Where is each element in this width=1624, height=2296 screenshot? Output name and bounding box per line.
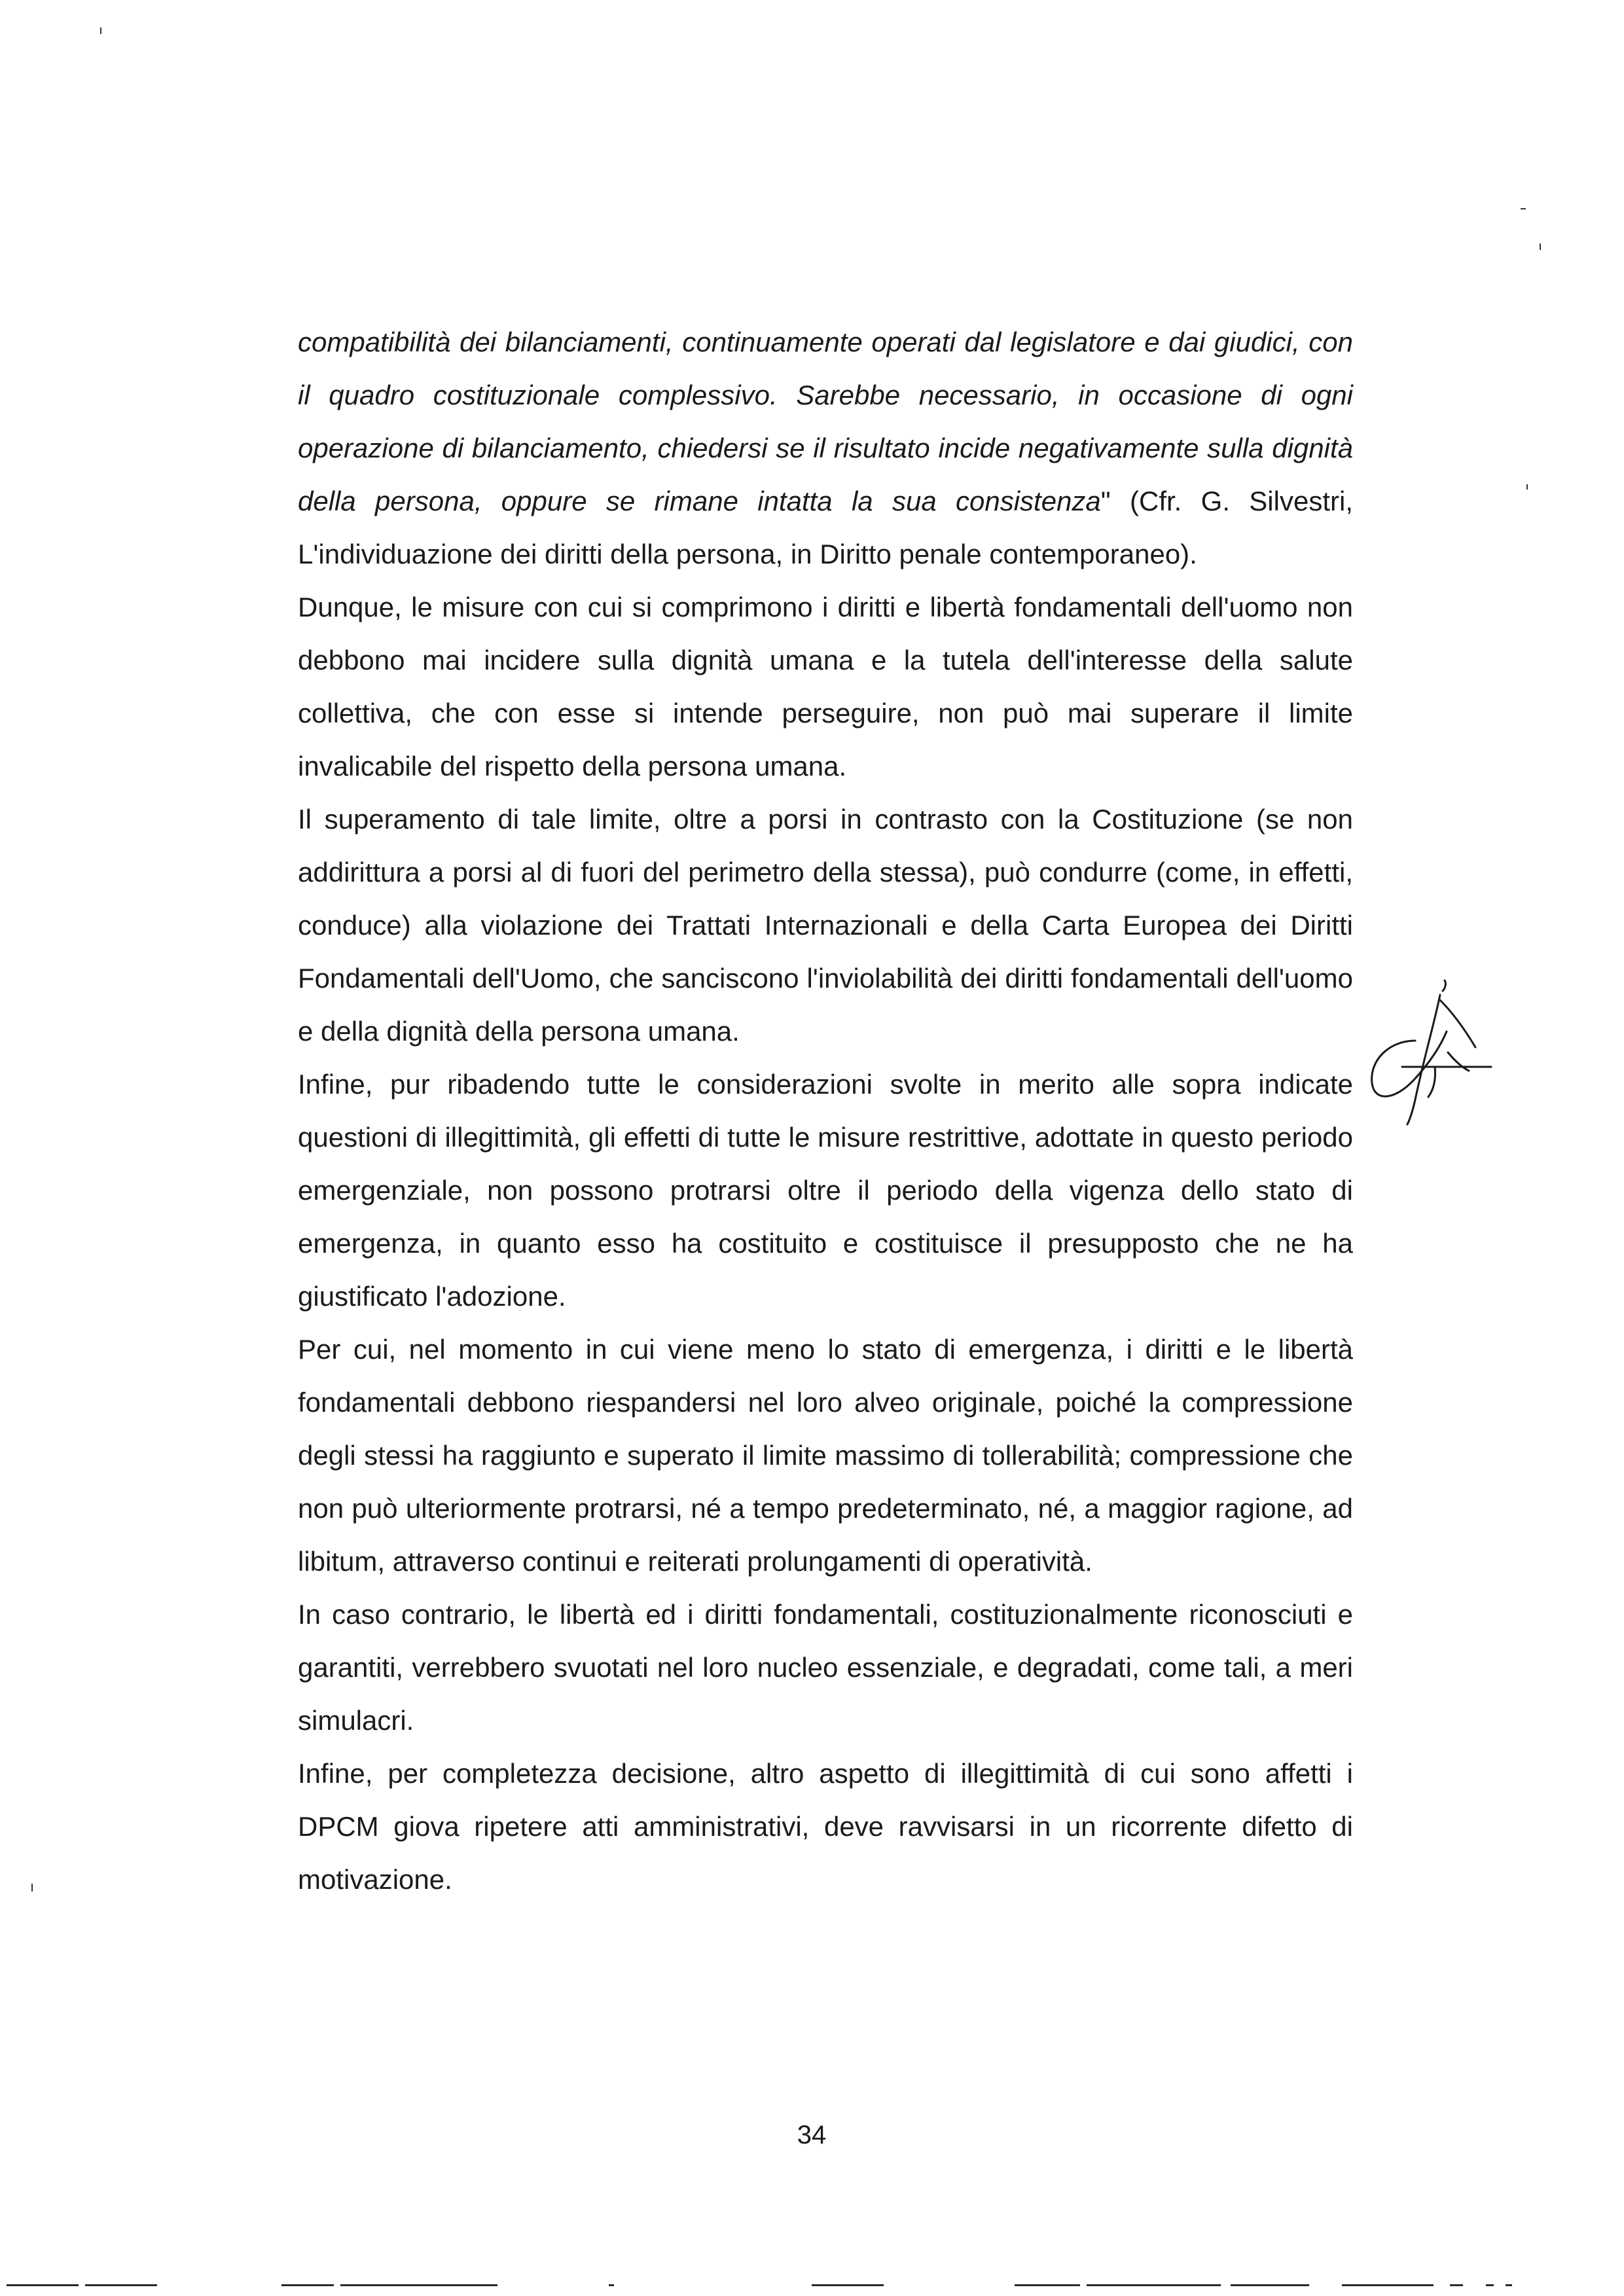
scan-speck [1540,243,1541,250]
scan-speck [100,27,101,34]
footer-rule-segment [85,2284,157,2286]
paragraph: In caso contrario, le libertà ed i diritti fondamentali, costituzionalmente riconosciuti e garantiti, verrebbero svuotati nel loro nucleo essenziale, e degradati, come tali, a meri simulacri. [298,1599,1353,1736]
footer-rule-segment [340,2284,497,2286]
footer-rule-segment [1486,2284,1494,2286]
scan-speck [1521,208,1526,209]
footer-rule-segment [1450,2284,1463,2286]
footer-rule-segment [1342,2284,1434,2286]
footer-rule-segment [1506,2284,1512,2286]
footer-rule-segment [281,2284,334,2286]
footer-rule-segment [609,2284,614,2286]
paragraph: Per cui, nel momento in cui viene meno lo stato di emergenza, i diritti e le libertà fondamentali debbono riespandersi nel loro alveo originale, poiché la compressione degli stessi ha raggiunto e superato il limite massimo di tollerabilità; compressione che non può ulteriormente protrarsi, né a tempo predeterminato, né, a maggior ragione, ad libitum, attraverso continui e reiterati prolungamenti di operatività. [298,1334,1353,1577]
page-number: 34 [797,2121,827,2149]
italic-quotation: compatibilità dei bilanciamenti, continuamente operati dal legislatore e dai giudici, con il quadro costituzionale complessivo. Sarebbe necessario, in occasione di ogni operazione di bilanciamento, chiedersi se il risultato incide negativamente sulla dignità della persona, oppure se rimane intatta la sua consistenza [298,327,1353,516]
scan-speck [31,1884,33,1892]
footer-rule-segment [7,2284,79,2286]
footer-rule-segment [1116,2284,1221,2286]
paragraph: Infine, pur ribadendo tutte le considerazioni svolte in merito alle sopra indicate questioni di illegittimità, gli effetti di tutte le misure restrittive, adottate in questo periodo emergenziale, non possono protrarsi oltre il periodo della vigenza dello stato di emergenza, in quanto esso ha costituito e costituisce il presupposto che ne ha giustificato l'adozione. [298,1069,1353,1312]
scan-speck [1526,484,1528,490]
paragraph-quote-end [298,315,1353,581]
paragraph: Dunque, le misure con cui si comprimono i diritti e libertà fondamentali dell'uomo non debbono mai incidere sulla dignità umana e la tutela dell'interesse della salute collettiva, che con esse si intende perseguire, non può mai superare il limite invalicabile del rispetto della persona umana. [298,592,1353,781]
paragraph: Infine, per completezza decisione, altro aspetto di illegittimità di cui sono affetti i DPCM giova ripetere atti amministrativi, deve ravvisarsi in un ricorrente difetto di motivazione. [298,1758,1353,1895]
paragraph: Il superamento di tale limite, oltre a porsi in contrasto con la Costituzione (se non addirittura a porsi al di fuori del perimetro della stessa), può condurre (come, in effetti, conduce) alla violazione dei Trattati Internazionali e della Carta Europea dei Diritti Fondamentali dell'Uomo, che sanciscono l'inviolabilità dei diritti fondamentali dell'uomo e della dignità della persona umana. [298,804,1353,1047]
handwritten-initials-signature [1363,969,1494,1139]
footer-rule-segment [1015,2284,1080,2286]
citation-text: " (Cfr. G. Silvestri, L'individuazione dei diritti della persona, in Diritto penale contemporaneo). [298,486,1353,569]
document-body [298,315,1353,1906]
footer-rule-segment [812,2284,884,2286]
footer-rule-segment [1231,2284,1309,2286]
